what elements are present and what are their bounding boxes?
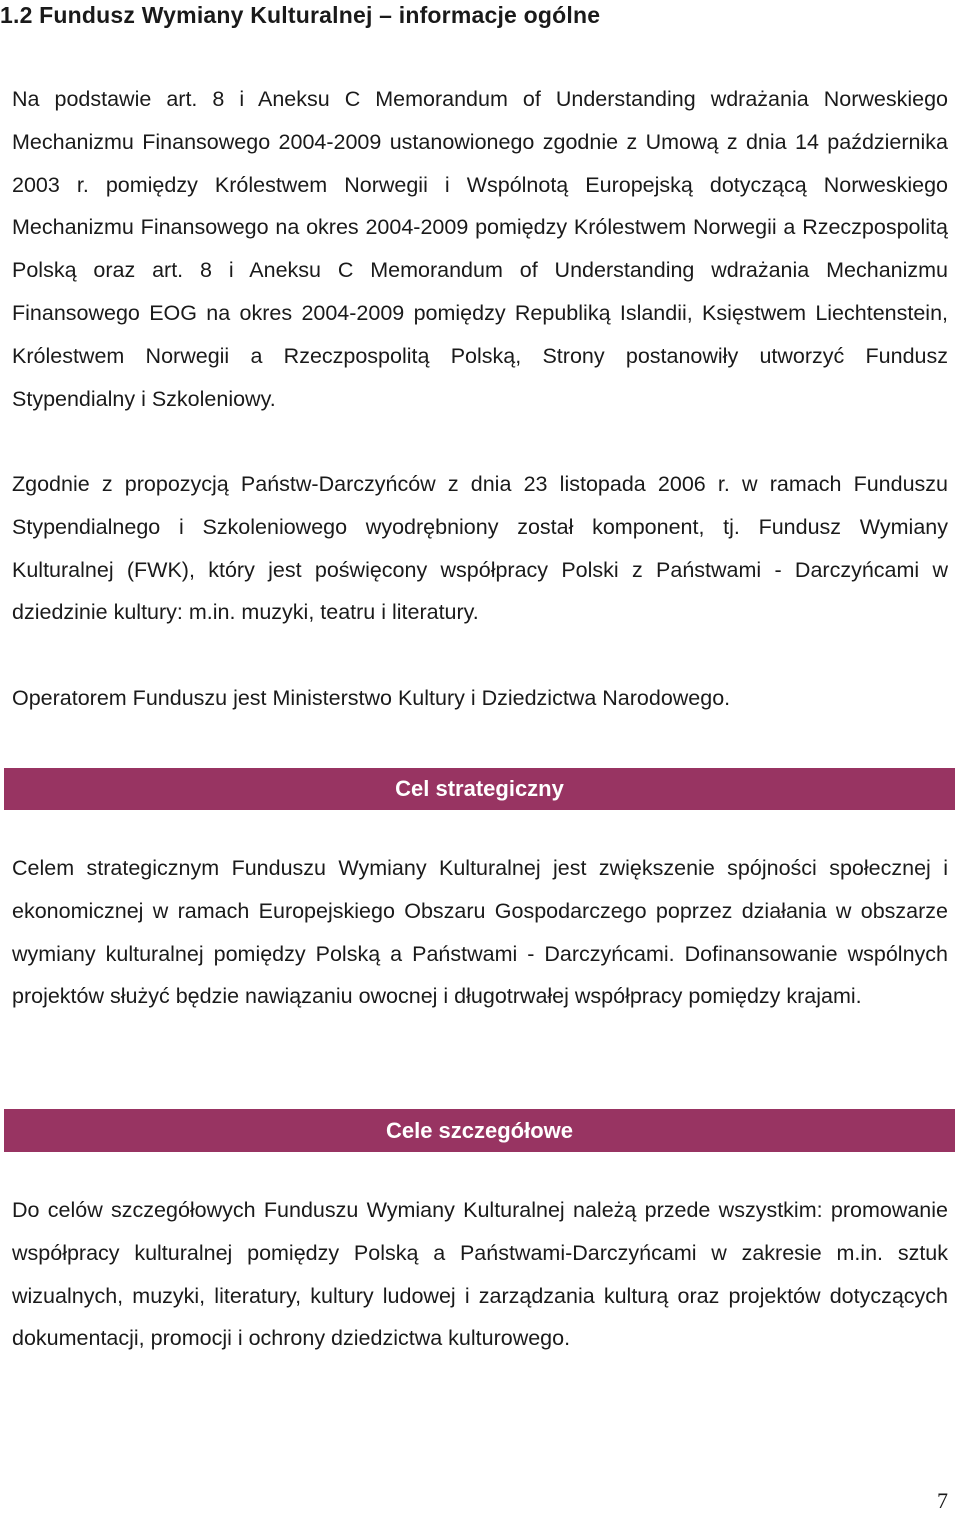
intro-paragraph-2: Zgodnie z propozycją Państw-Darczyńców z dnia 23 listopada 2006 r. w ramach Funduszu Stypendialnego i Szkoleniowego wyodrębniony został komponent, tj. Fundusz Wymiany Kulturalnej (FWK), który jest poświęcony współpracy Polski z Państwami - Darczyńcami w dziedzinie kultury: m.in. muzyki, teatru i literatury. <box>12 472 948 625</box>
intro-paragraph-3: Operatorem Funduszu jest Ministerstwo Kultury i Dziedzictwa Narodowego. <box>12 686 731 710</box>
section-text-cel-strategiczny: Celem strategicznym Funduszu Wymiany Kulturalnej jest zwiększenie spójności społecznej i ekonomicznej w ramach Europejskiego Obszaru Gospodarczego poprzez działania w obszarze wymiany kulturalnej pomiędzy Polską a Państwami - Darczyńcami. Dofinansowanie wspólnych projektów służyć będzie nawiązaniu owocnej i długotrwałej współpracy pomiędzy krajami. <box>12 856 948 1009</box>
section-heading-cel-strategiczny <box>4 768 955 810</box>
intro-paragraph-1: Na podstawie art. 8 i Aneksu C Memorandum of Understanding wdrażania Norweskiego Mechanizmu Finansowego 2004-2009 ustanowionego zgodnie z Umową z dnia 14 października 2003 r. pomiędzy Królestwem Norwegii i Wspólnotą Europejską dotyczącą Norweskiego Mechanizmu Finansowego na okres 2004-2009 pomiędzy Królestwem Norwegii a Rzeczpospolitą Polską oraz art. 8 i Aneksu C Memorandum of Understanding wdrażania Mechanizmu Finansowego EOG na okres 2004-2009 pomiędzy Republiką Islandii, Księstwem Liechtenstein, Królestwem Norwegii a Rzeczpospolitą Polską, Strony postanowiły utworzyć Fundusz Stypendialny i Szkoleniowy. <box>12 87 948 411</box>
section-heading-cele-szczegolowe <box>4 1109 955 1152</box>
section-text-cele-szczegolowe: Do celów szczegółowych Funduszu Wymiany Kulturalnej należą przede wszystkim: promowanie współpracy kulturalnej pomiędzy Polską a Państwami-Darczyńcami w zakresie m.in. sztuk wizualnych, muzyki, literatury, kultury ludowej i zarządzania kulturą oraz projektów dotyczących dokumentacji, promocji i ochrony dziedzictwa kulturowego. <box>12 1198 948 1351</box>
page-number: 7 <box>937 1488 948 1513</box>
page-title: 1.2 Fundusz Wymiany Kulturalnej – informacje ogólne <box>0 2 601 28</box>
section-heading-label: Cele szczegółowe <box>385 1117 574 1143</box>
section-heading-label: Cel strategiczny <box>395 776 564 801</box>
